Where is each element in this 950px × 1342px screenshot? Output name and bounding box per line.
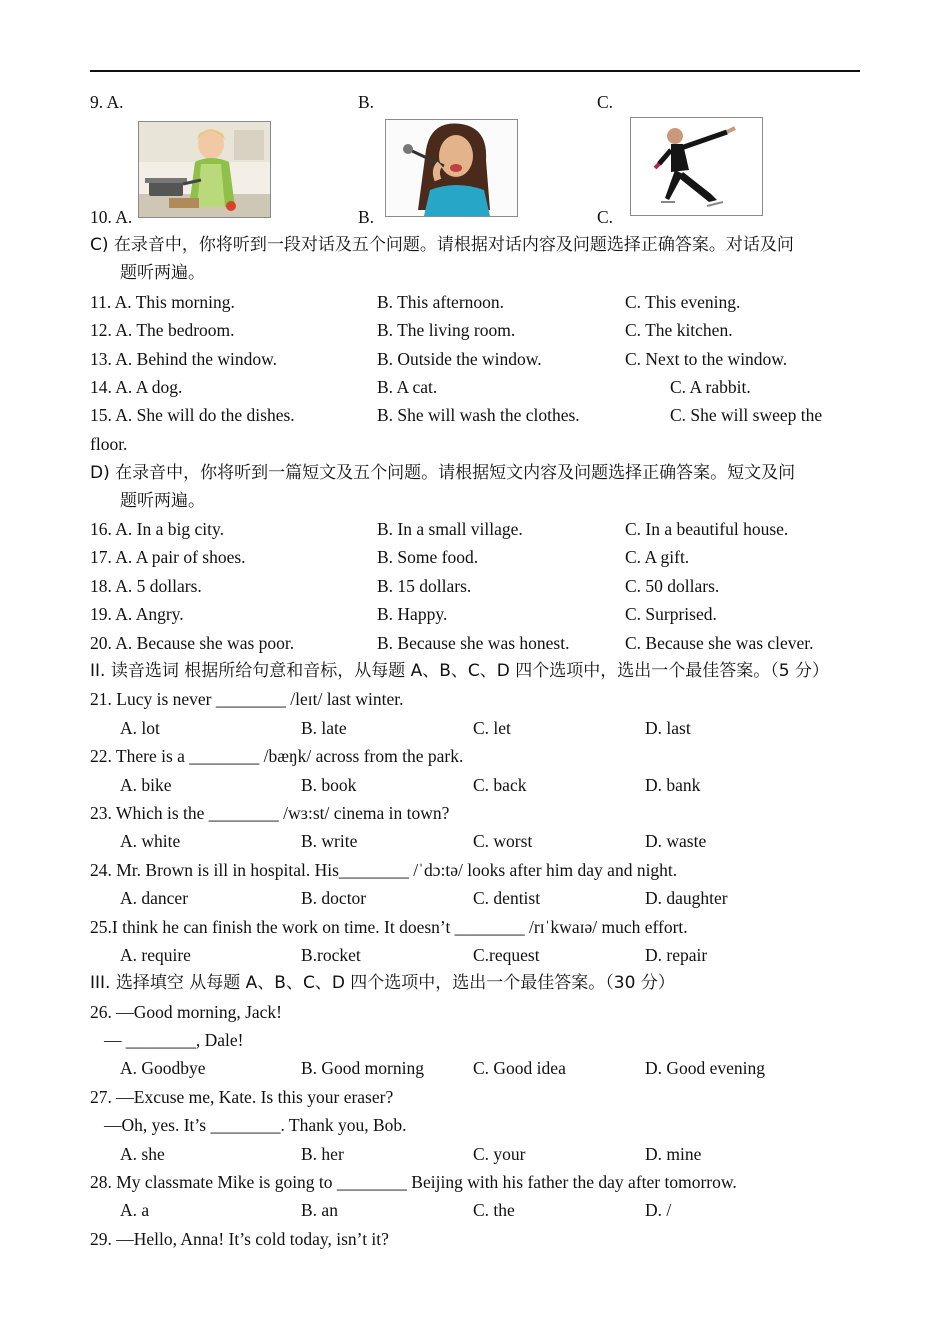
q9-option-b[interactable]: B. bbox=[358, 92, 375, 112]
q23-option-c[interactable]: C. worst bbox=[473, 831, 533, 851]
q15-option-c-cont: floor. bbox=[90, 434, 128, 454]
q21-option-b[interactable]: B. late bbox=[301, 718, 347, 738]
q24-option-c[interactable]: C. dentist bbox=[473, 888, 541, 908]
q22-stem: 22. There is a ________ /bæŋk/ across from the park. bbox=[90, 746, 464, 766]
q15-option-c[interactable]: C. She will sweep the bbox=[670, 405, 823, 425]
q12-option-a[interactable]: 12. A. The bedroom. bbox=[90, 320, 235, 340]
section-ii-heading: II. 读音选词 根据所给句意和音标，从每题 A、B、C、D 四个选项中，选出一个最佳答案。（5 分） bbox=[90, 661, 830, 681]
q27-option-a[interactable]: A. she bbox=[120, 1144, 165, 1164]
section-iii-heading: III. 选择填空 从每题 A、B、C、D 四个选项中，选出一个最佳答案。（30 分） bbox=[90, 973, 675, 993]
q20-option-a[interactable]: 20. A. Because she was poor. bbox=[90, 633, 295, 653]
q17-option-c[interactable]: C. A gift. bbox=[625, 547, 690, 567]
q26-option-c[interactable]: C. Good idea bbox=[473, 1058, 566, 1078]
q26-option-b[interactable]: B. Good morning bbox=[301, 1058, 424, 1078]
section-c-instruction-cont: 题听两遍。 bbox=[120, 263, 205, 283]
q28-option-d[interactable]: D. / bbox=[645, 1200, 672, 1220]
q18-option-b[interactable]: B. 15 dollars. bbox=[377, 576, 472, 596]
q21-option-a[interactable]: A. lot bbox=[120, 718, 160, 738]
section-d-instruction: D) 在录音中，你将听到一篇短文及五个问题。请根据短文内容及问题选择正确答案。短文及问 bbox=[90, 463, 796, 483]
q17-option-a[interactable]: 17. A. A pair of shoes. bbox=[90, 547, 246, 567]
q25-option-a[interactable]: A. require bbox=[120, 945, 191, 965]
q22-option-b[interactable]: B. book bbox=[301, 775, 357, 795]
q27-stem: 27. —Excuse me, Kate. Is this your eraser? bbox=[90, 1087, 394, 1107]
q25-option-b[interactable]: B.rocket bbox=[301, 945, 361, 965]
q25-option-d[interactable]: D. repair bbox=[645, 945, 708, 965]
q23-stem: 23. Which is the ________ /wɜ:st/ cinema in town? bbox=[90, 803, 450, 823]
q26-stem: 26. —Good morning, Jack! bbox=[90, 1002, 282, 1022]
q15-option-a[interactable]: 15. A. She will do the dishes. bbox=[90, 405, 295, 425]
q14-option-a[interactable]: 14. A. A dog. bbox=[90, 377, 183, 397]
header-rule bbox=[90, 70, 860, 72]
q23-option-b[interactable]: B. write bbox=[301, 831, 358, 851]
q27-option-b[interactable]: B. her bbox=[301, 1144, 344, 1164]
q13-option-c[interactable]: C. Next to the window. bbox=[625, 349, 788, 369]
q19-option-b[interactable]: B. Happy. bbox=[377, 604, 448, 624]
q10-option-a[interactable]: 10. A. bbox=[90, 207, 133, 227]
q25-stem: 25.I think he can finish the work on time. It doesn’t ________ /rɪˈkwaɪə/ much effort. bbox=[90, 917, 688, 937]
q28-stem: 28. My classmate Mike is going to ________ Beijing with his father the day after tomorrow. bbox=[90, 1172, 737, 1192]
q26-option-a[interactable]: A. Goodbye bbox=[120, 1058, 206, 1078]
q14-option-b[interactable]: B. A cat. bbox=[377, 377, 438, 397]
q9-option-a[interactable]: 9. A. bbox=[90, 92, 124, 112]
q27-option-d[interactable]: D. mine bbox=[645, 1144, 702, 1164]
q18-option-c[interactable]: C. 50 dollars. bbox=[625, 576, 720, 596]
man-skating-photo bbox=[630, 117, 763, 216]
q28-option-c[interactable]: C. the bbox=[473, 1200, 515, 1220]
girl-singing-photo bbox=[385, 119, 518, 217]
q14-option-c[interactable]: C. A rabbit. bbox=[670, 377, 751, 397]
q21-option-d[interactable]: D. last bbox=[645, 718, 691, 738]
section-c-instruction: C) 在录音中，你将听到一段对话及五个问题。请根据对话内容及问题选择正确答案。对话及问 bbox=[90, 235, 794, 255]
q11-option-a[interactable]: 11. A. This morning. bbox=[90, 292, 235, 312]
q10-option-c[interactable]: C. bbox=[597, 207, 614, 227]
q20-option-c[interactable]: C. Because she was clever. bbox=[625, 633, 814, 653]
q16-option-c[interactable]: C. In a beautiful house. bbox=[625, 519, 789, 539]
q24-option-a[interactable]: A. dancer bbox=[120, 888, 189, 908]
q19-option-c[interactable]: C. Surprised. bbox=[625, 604, 717, 624]
q23-option-a[interactable]: A. white bbox=[120, 831, 181, 851]
q27-option-c[interactable]: C. your bbox=[473, 1144, 526, 1164]
woman-cooking-photo bbox=[138, 121, 271, 218]
q29-stem: 29. —Hello, Anna! It’s cold today, isn’t it? bbox=[90, 1229, 389, 1249]
q16-option-a[interactable]: 16. A. In a big city. bbox=[90, 519, 224, 539]
q25-option-c[interactable]: C.request bbox=[473, 945, 540, 965]
q22-option-a[interactable]: A. bike bbox=[120, 775, 172, 795]
q28-option-a[interactable]: A. a bbox=[120, 1200, 150, 1220]
q27-reply: —Oh, yes. It’s ________. Thank you, Bob. bbox=[104, 1115, 407, 1135]
q22-option-c[interactable]: C. back bbox=[473, 775, 527, 795]
section-d-instruction-cont: 题听两遍。 bbox=[120, 491, 205, 511]
q16-option-b[interactable]: B. In a small village. bbox=[377, 519, 523, 539]
q17-option-b[interactable]: B. Some food. bbox=[377, 547, 479, 567]
q12-option-c[interactable]: C. The kitchen. bbox=[625, 320, 733, 340]
q15-option-b[interactable]: B. She will wash the clothes. bbox=[377, 405, 580, 425]
q24-stem: 24. Mr. Brown is ill in hospital. His________ /ˈdɔ:tə/ looks after him day and night. bbox=[90, 860, 678, 880]
q13-option-a[interactable]: 13. A. Behind the window. bbox=[90, 349, 277, 369]
q28-option-b[interactable]: B. an bbox=[301, 1200, 338, 1220]
q24-option-d[interactable]: D. daughter bbox=[645, 888, 728, 908]
q21-stem: 21. Lucy is never ________ /leɪt/ last winter. bbox=[90, 689, 404, 709]
q19-option-a[interactable]: 19. A. Angry. bbox=[90, 604, 184, 624]
q10-option-b[interactable]: B. bbox=[358, 207, 375, 227]
q12-option-b[interactable]: B. The living room. bbox=[377, 320, 516, 340]
q11-option-b[interactable]: B. This afternoon. bbox=[377, 292, 505, 312]
q9-option-c[interactable]: C. bbox=[597, 92, 614, 112]
q20-option-b[interactable]: B. Because she was honest. bbox=[377, 633, 570, 653]
q22-option-d[interactable]: D. bank bbox=[645, 775, 701, 795]
q26-reply: — ________, Dale! bbox=[104, 1030, 244, 1050]
q21-option-c[interactable]: C. let bbox=[473, 718, 511, 738]
q11-option-c[interactable]: C. This evening. bbox=[625, 292, 741, 312]
q18-option-a[interactable]: 18. A. 5 dollars. bbox=[90, 576, 202, 596]
q23-option-d[interactable]: D. waste bbox=[645, 831, 707, 851]
q26-option-d[interactable]: D. Good evening bbox=[645, 1058, 766, 1078]
q24-option-b[interactable]: B. doctor bbox=[301, 888, 367, 908]
q13-option-b[interactable]: B. Outside the window. bbox=[377, 349, 542, 369]
